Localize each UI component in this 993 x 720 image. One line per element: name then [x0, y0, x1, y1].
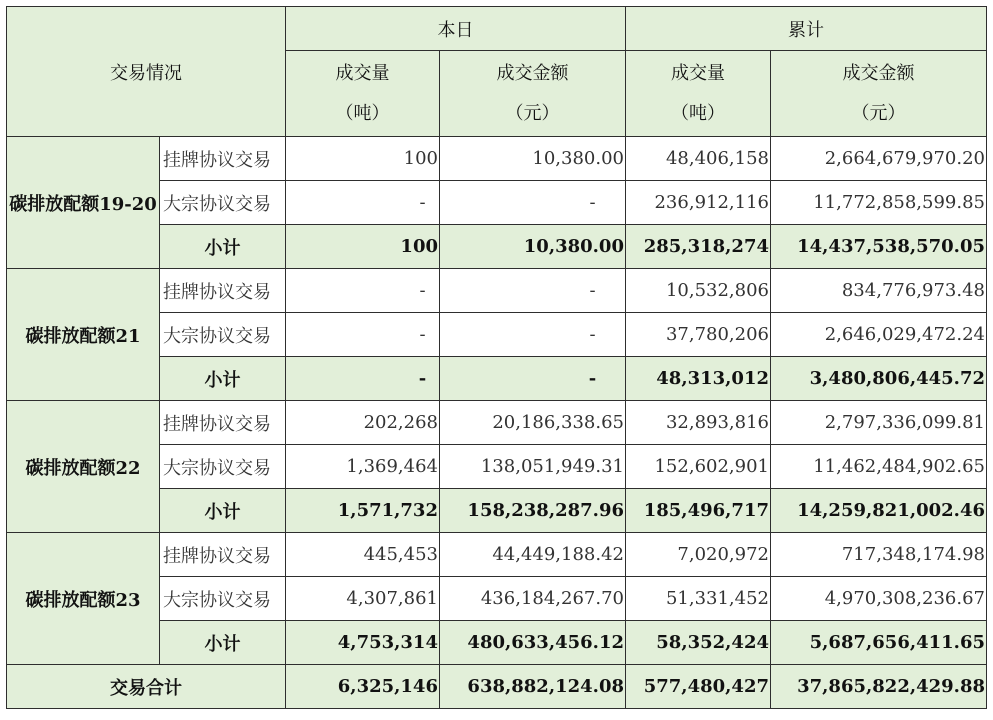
trade-type: 挂牌协议交易 — [160, 401, 286, 445]
group-name: 碳排放配额22 — [7, 401, 160, 533]
header-today-volume: 成交量 （吨） — [286, 51, 440, 137]
group-name: 碳排放配额23 — [7, 533, 160, 665]
carbon-trading-table — [6, 6, 987, 709]
today-amount: - — [440, 357, 626, 401]
cum-amount: 834,776,973.48 — [771, 269, 987, 313]
today-volume: - — [286, 269, 440, 313]
today-amount: - — [440, 313, 626, 357]
cum-volume: 48,313,012 — [626, 357, 771, 401]
trade-type: 大宗协议交易 — [160, 445, 286, 489]
cum-volume: 32,893,816 — [626, 401, 771, 445]
cum-amount: 3,480,806,445.72 — [771, 357, 987, 401]
trade-type: 挂牌协议交易 — [160, 533, 286, 577]
cum-volume: 285,318,274 — [626, 225, 771, 269]
today-volume: 1,369,464 — [286, 445, 440, 489]
cum-volume: 51,331,452 — [626, 577, 771, 621]
today-volume: 1,571,732 — [286, 489, 440, 533]
table-row — [7, 533, 987, 577]
cum-amount: 717,348,174.98 — [771, 533, 987, 577]
header-today: 本日 — [286, 7, 626, 51]
subtotal-label: 小计 — [160, 489, 286, 533]
group-name: 碳排放配额21 — [7, 269, 160, 401]
cum-amount: 4,970,308,236.67 — [771, 577, 987, 621]
cum-volume: 37,780,206 — [626, 313, 771, 357]
cum-volume: 152,602,901 — [626, 445, 771, 489]
today-amount: 44,449,188.42 — [440, 533, 626, 577]
today-amount: - — [440, 181, 626, 225]
cum-amount: 14,259,821,002.46 — [771, 489, 987, 533]
today-volume: 4,307,861 — [286, 577, 440, 621]
trade-type: 大宗协议交易 — [160, 577, 286, 621]
today-amount: 10,380.00 — [440, 137, 626, 181]
today-amount: 138,051,949.31 — [440, 445, 626, 489]
subtotal-label: 小计 — [160, 357, 286, 401]
header-cum-amount: 成交金额 （元） — [771, 51, 987, 137]
today-amount: 158,238,287.96 — [440, 489, 626, 533]
cum-amount: 2,797,336,099.81 — [771, 401, 987, 445]
table-row — [7, 137, 987, 181]
today-volume: 202,268 — [286, 401, 440, 445]
total-today-amount: 638,882,124.08 — [440, 665, 626, 709]
total-cum-amount: 37,865,822,429.88 — [771, 665, 987, 709]
header-cumulative: 累计 — [626, 7, 987, 51]
cum-volume: 58,352,424 — [626, 621, 771, 665]
total-row — [7, 665, 987, 709]
header-trade-situation: 交易情况 — [7, 7, 286, 137]
total-cum-volume: 577,480,427 — [626, 665, 771, 709]
today-amount: 20,186,338.65 — [440, 401, 626, 445]
group-name: 碳排放配额19-20 — [7, 137, 160, 269]
cum-amount: 14,437,538,570.05 — [771, 225, 987, 269]
cum-amount: 2,664,679,970.20 — [771, 137, 987, 181]
cum-amount: 5,687,656,411.65 — [771, 621, 987, 665]
header-today-amount: 成交金额 （元） — [440, 51, 626, 137]
cum-amount: 11,772,858,599.85 — [771, 181, 987, 225]
trade-type: 大宗协议交易 — [160, 313, 286, 357]
today-volume: - — [286, 357, 440, 401]
today-amount: 480,633,456.12 — [440, 621, 626, 665]
today-volume: 445,453 — [286, 533, 440, 577]
total-label: 交易合计 — [7, 665, 286, 709]
trade-type: 挂牌协议交易 — [160, 137, 286, 181]
header-cum-volume: 成交量 （吨） — [626, 51, 771, 137]
cum-volume: 185,496,717 — [626, 489, 771, 533]
table-row — [7, 401, 987, 445]
today-amount: - — [440, 269, 626, 313]
table-row — [7, 269, 987, 313]
today-volume: 4,753,314 — [286, 621, 440, 665]
today-volume: 100 — [286, 137, 440, 181]
cum-amount: 2,646,029,472.24 — [771, 313, 987, 357]
cum-volume: 7,020,972 — [626, 533, 771, 577]
trade-type: 挂牌协议交易 — [160, 269, 286, 313]
subtotal-label: 小计 — [160, 225, 286, 269]
cum-amount: 11,462,484,902.65 — [771, 445, 987, 489]
cum-volume: 10,532,806 — [626, 269, 771, 313]
trade-type: 大宗协议交易 — [160, 181, 286, 225]
cum-volume: 236,912,116 — [626, 181, 771, 225]
today-volume: - — [286, 313, 440, 357]
today-amount: 10,380.00 — [440, 225, 626, 269]
subtotal-label: 小计 — [160, 621, 286, 665]
today-amount: 436,184,267.70 — [440, 577, 626, 621]
cum-volume: 48,406,158 — [626, 137, 771, 181]
total-today-volume: 6,325,146 — [286, 665, 440, 709]
today-volume: 100 — [286, 225, 440, 269]
today-volume: - — [286, 181, 440, 225]
